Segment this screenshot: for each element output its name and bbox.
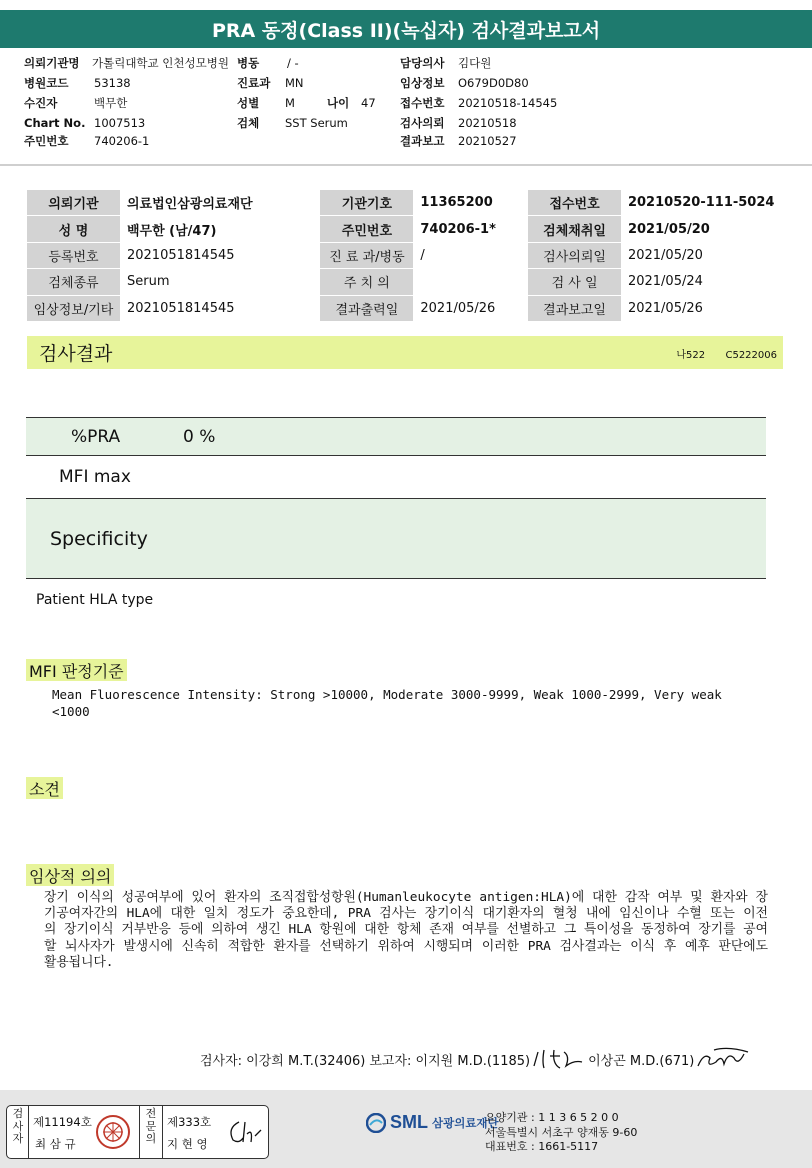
- info-value-cell: /: [414, 242, 528, 268]
- signer-text: 이상곤 M.D.(671): [588, 1053, 695, 1069]
- examiner-column-label: 검사자: [12, 1107, 24, 1145]
- info-label-cell: 검사의뢰일: [528, 242, 622, 268]
- info-label-cell: 의뢰기관: [27, 190, 121, 216]
- organization-name: 삼광의료재단: [432, 1115, 499, 1130]
- info-row: [27, 242, 784, 268]
- pra-label: %PRA: [71, 426, 121, 447]
- reception-value: 20210518-14545: [458, 96, 558, 110]
- specialist-column-label: 전문의: [145, 1107, 157, 1145]
- reporter-text: 보고자: 이지원 M.D.(1185): [369, 1053, 531, 1069]
- info-value-cell: 740206-1*: [414, 216, 528, 242]
- info-label-cell: 등록번호: [27, 242, 121, 268]
- code-label: 병원코드: [24, 76, 69, 90]
- report-date-label: 결과보고: [400, 134, 445, 148]
- clinical-info-label: 임상정보: [400, 76, 445, 90]
- sex-value: M: [285, 96, 295, 110]
- examiner-license-no: 제11194호: [33, 1115, 92, 1129]
- pra-value: 0 %: [183, 426, 216, 447]
- info-value-cell: Serum: [120, 269, 319, 295]
- institution-code: 요양기관 : 1 1 3 6 5 2 0 0: [485, 1111, 619, 1124]
- mfi-max-label: MFI max: [59, 467, 131, 487]
- reception-label: 접수번호: [400, 96, 445, 110]
- info-label-cell: 검체종류: [27, 269, 121, 295]
- opinion-heading: 소견: [26, 777, 63, 799]
- info-value-cell: 2021/05/20: [621, 242, 783, 268]
- request-meta: [0, 54, 812, 162]
- clinical-info-value: O679D0D80: [458, 76, 529, 90]
- patient-hla-label: Patient HLA type: [36, 592, 154, 608]
- chart-no-value: 1007513: [94, 116, 146, 130]
- info-value-cell: 의료법인삼광의료재단: [120, 190, 319, 216]
- info-label-cell: 진 료 과/병동: [320, 242, 414, 268]
- sml-logo-icon: [366, 1113, 386, 1133]
- representative-phone: 대표번호 : 1661-5117: [485, 1140, 599, 1153]
- specimen-label: 검체: [237, 116, 260, 130]
- certification-stamps: [6, 1105, 269, 1159]
- specialist-name: 지 현 영: [167, 1137, 208, 1151]
- ward-label: 병동: [237, 56, 260, 70]
- info-value-cell: 11365200: [414, 190, 528, 216]
- info-label-cell: 성 명: [27, 216, 121, 242]
- examiner-seal-icon: [95, 1114, 131, 1150]
- info-value-cell: 2021/05/20: [621, 216, 783, 242]
- chart-no-label: Chart No.: [24, 116, 86, 130]
- dept-label: 진료과: [237, 76, 271, 90]
- info-label-cell: 결과출력일: [320, 295, 414, 321]
- organization-address: 서울특별시 서초구 양재동 9-60: [485, 1125, 638, 1139]
- info-value-cell: [414, 269, 528, 295]
- info-value-cell: 2021051814545: [120, 242, 319, 268]
- sml-logo: [366, 1112, 499, 1133]
- result-codes: [676, 346, 777, 361]
- dept-value: MN: [285, 76, 304, 90]
- reporter-signature-icon: [530, 1046, 588, 1072]
- mfi-max-row: [26, 456, 766, 499]
- info-label-cell: 검 사 일: [528, 269, 622, 295]
- result-code-2: C5222006: [725, 350, 777, 361]
- signer-signature-icon: [694, 1044, 752, 1074]
- ward-value: / -: [287, 56, 299, 70]
- info-label-cell: 주 치 의: [320, 269, 414, 295]
- specificity-row: [26, 499, 766, 579]
- patient-value: 백무한: [94, 96, 128, 110]
- patient-label: 수진자: [24, 96, 58, 110]
- report-date-value: 20210527: [458, 134, 517, 148]
- pra-row: [26, 417, 766, 456]
- request-date-value: 20210518: [458, 116, 517, 130]
- info-row: [27, 269, 784, 295]
- doctor-label: 담당의사: [400, 56, 445, 70]
- mfi-criteria-line1: Mean Fluorescence Intensity: Strong >10000, Moderate 3000-9999, Weak 1000-2999, Very weak: [52, 687, 722, 702]
- rrn-label: 주민번호: [24, 134, 69, 148]
- results-heading: 검사결과: [39, 343, 113, 365]
- info-value-cell: 2021/05/24: [621, 269, 783, 295]
- info-value-cell: 2021/05/26: [414, 295, 528, 321]
- hospital-label: 의뢰기관명: [24, 56, 80, 70]
- info-label-cell: 주민번호: [320, 216, 414, 242]
- mfi-criteria-heading: MFI 판정기준: [26, 659, 127, 681]
- rrn-value: 740206-1: [94, 134, 150, 148]
- signature-line: [200, 1044, 752, 1074]
- sex-label: 성별: [237, 96, 260, 110]
- clinical-significance-text: 장기 이식의 성공여부에 있어 환자의 조직접합성항원(Humanleukocyte antigen:HLA)에 대한 감작 여부 및 환자와 장기공여자간의 HLA에 대한 일치 정도가 중요한데, PRA 검사는 장기이식 대기환자의 혈청 내에 임신이나 수혈 또는 이전의 장기이식 거부반응 등에 의하여 생긴 HLA 항원에 대한 항체 존재 여부를 선별하고 그 특이성을 동정하여 장기를 공여할 뇌사자가 발생시에 신속히 적합한 환자를 선택하기 위하여 시행되며 이러한 PRA 검사결과는 이식 후 예후 판단에도 활용됩니다.: [44, 890, 768, 970]
- info-row: [27, 216, 784, 242]
- specificity-label: Specificity: [50, 527, 148, 550]
- organization-info: [485, 1111, 637, 1155]
- age-label: 나이: [327, 96, 350, 110]
- result-code-1: 나522: [676, 350, 706, 361]
- info-value-cell: 백무한 (남/47): [120, 216, 319, 242]
- specialist-signature-icon: [225, 1118, 265, 1148]
- info-label-cell: 기관기호: [320, 190, 414, 216]
- report-title: PRA 동정(Class II)(녹십자) 검사결과보고서: [0, 10, 812, 48]
- doctor-value: 김다원: [458, 56, 492, 70]
- examiner-name: 최 삼 규: [35, 1137, 76, 1151]
- info-label-cell: 임상정보/기타: [27, 295, 121, 321]
- clinical-significance-heading: 임상적 의의: [26, 864, 114, 886]
- info-label-cell: 결과보고일: [528, 295, 622, 321]
- info-row: [27, 190, 784, 216]
- specimen-info-table: [26, 189, 784, 322]
- info-value-cell: 2021/05/26: [621, 295, 783, 321]
- results-heading-band: [27, 336, 783, 369]
- info-label-cell: 검체채취일: [528, 216, 622, 242]
- age-value: 47: [361, 96, 376, 110]
- info-value-cell: 2021051814545: [120, 295, 319, 321]
- sml-logo-text: SML: [390, 1112, 428, 1132]
- code-value: 53138: [94, 76, 131, 90]
- info-value-cell: 20210520-111-5024: [621, 190, 783, 216]
- specimen-value: SST Serum: [285, 116, 348, 130]
- specialist-license-no: 제333호: [167, 1115, 212, 1129]
- info-label-cell: 접수번호: [528, 190, 622, 216]
- examiner-text: 검사자: 이강희 M.T.(32406): [200, 1053, 366, 1069]
- hospital-value: 가톨릭대학교 인천성모병원: [92, 56, 229, 70]
- request-date-label: 검사의뢰: [400, 116, 445, 130]
- mfi-criteria-line2: <1000: [52, 704, 90, 719]
- info-row: [27, 295, 784, 321]
- divider: [0, 164, 812, 166]
